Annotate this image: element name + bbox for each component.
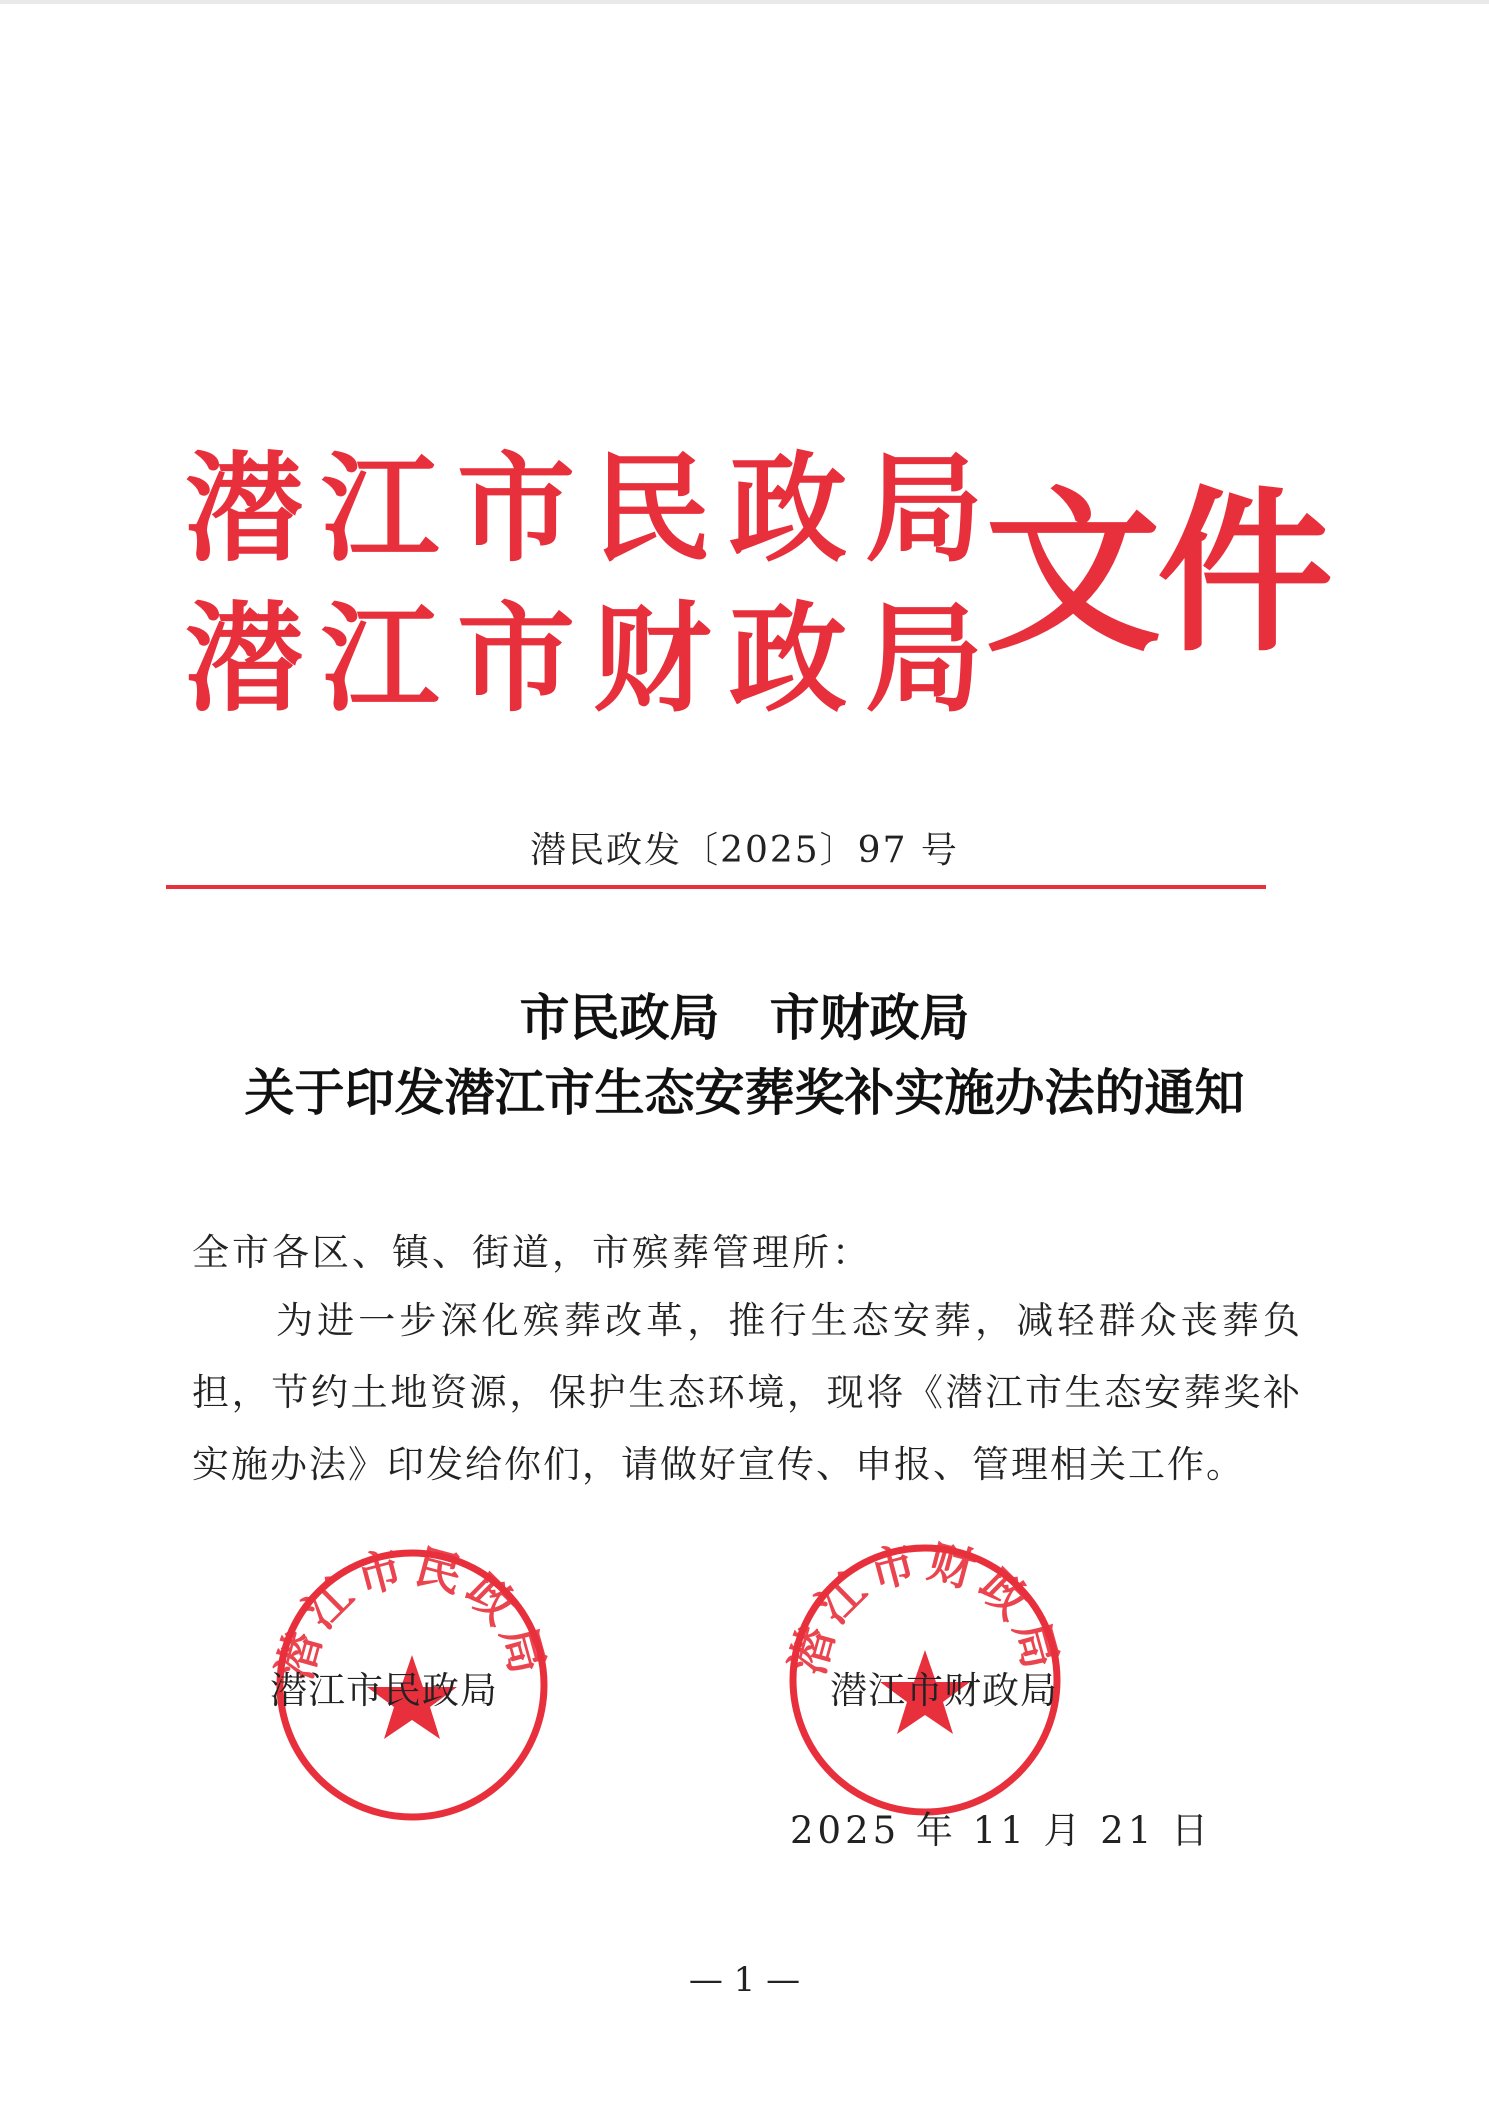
salutation: 全市各区、镇、街道，市殡葬管理所： xyxy=(192,1231,872,1274)
issuer-name-1: 潜江市民政局 xyxy=(185,439,1002,578)
signature-civil-affairs: 潜江市民政局 xyxy=(270,1669,498,1712)
issuer-name-2: 潜江市财政局 xyxy=(185,589,1002,728)
seal-text: 潜江市民政局 xyxy=(272,1545,552,1686)
signature-finance: 潜江市财政局 xyxy=(830,1669,1058,1712)
red-divider xyxy=(166,885,1266,889)
body-paragraph: 为进一步深化殡葬改革，推行生态安葬，减轻群众丧葬负担，节约土地资源，保护生态环境，现将《潜江市生态安葬奖补实施办法》印发给你们，请做好宣传、申报、管理相关工作。 xyxy=(192,1299,1302,1486)
scan-edge xyxy=(0,0,1489,4)
document-type: 文件 xyxy=(985,469,1330,676)
seal-text: 潜江市财政局 xyxy=(785,1540,1065,1681)
page-number: — 1 — xyxy=(688,1960,801,2000)
document-number: 潜民政发〔2025〕97 号 xyxy=(530,830,959,871)
red-header xyxy=(185,430,1330,730)
document-title-line-2: 关于印发潜江市生态安葬奖补实施办法的通知 xyxy=(244,1063,1245,1122)
document-title-line-1: 市民政局 市财政局 xyxy=(519,988,970,1047)
issue-date: 2025 年 11 月 21 日 xyxy=(790,1809,1213,1852)
